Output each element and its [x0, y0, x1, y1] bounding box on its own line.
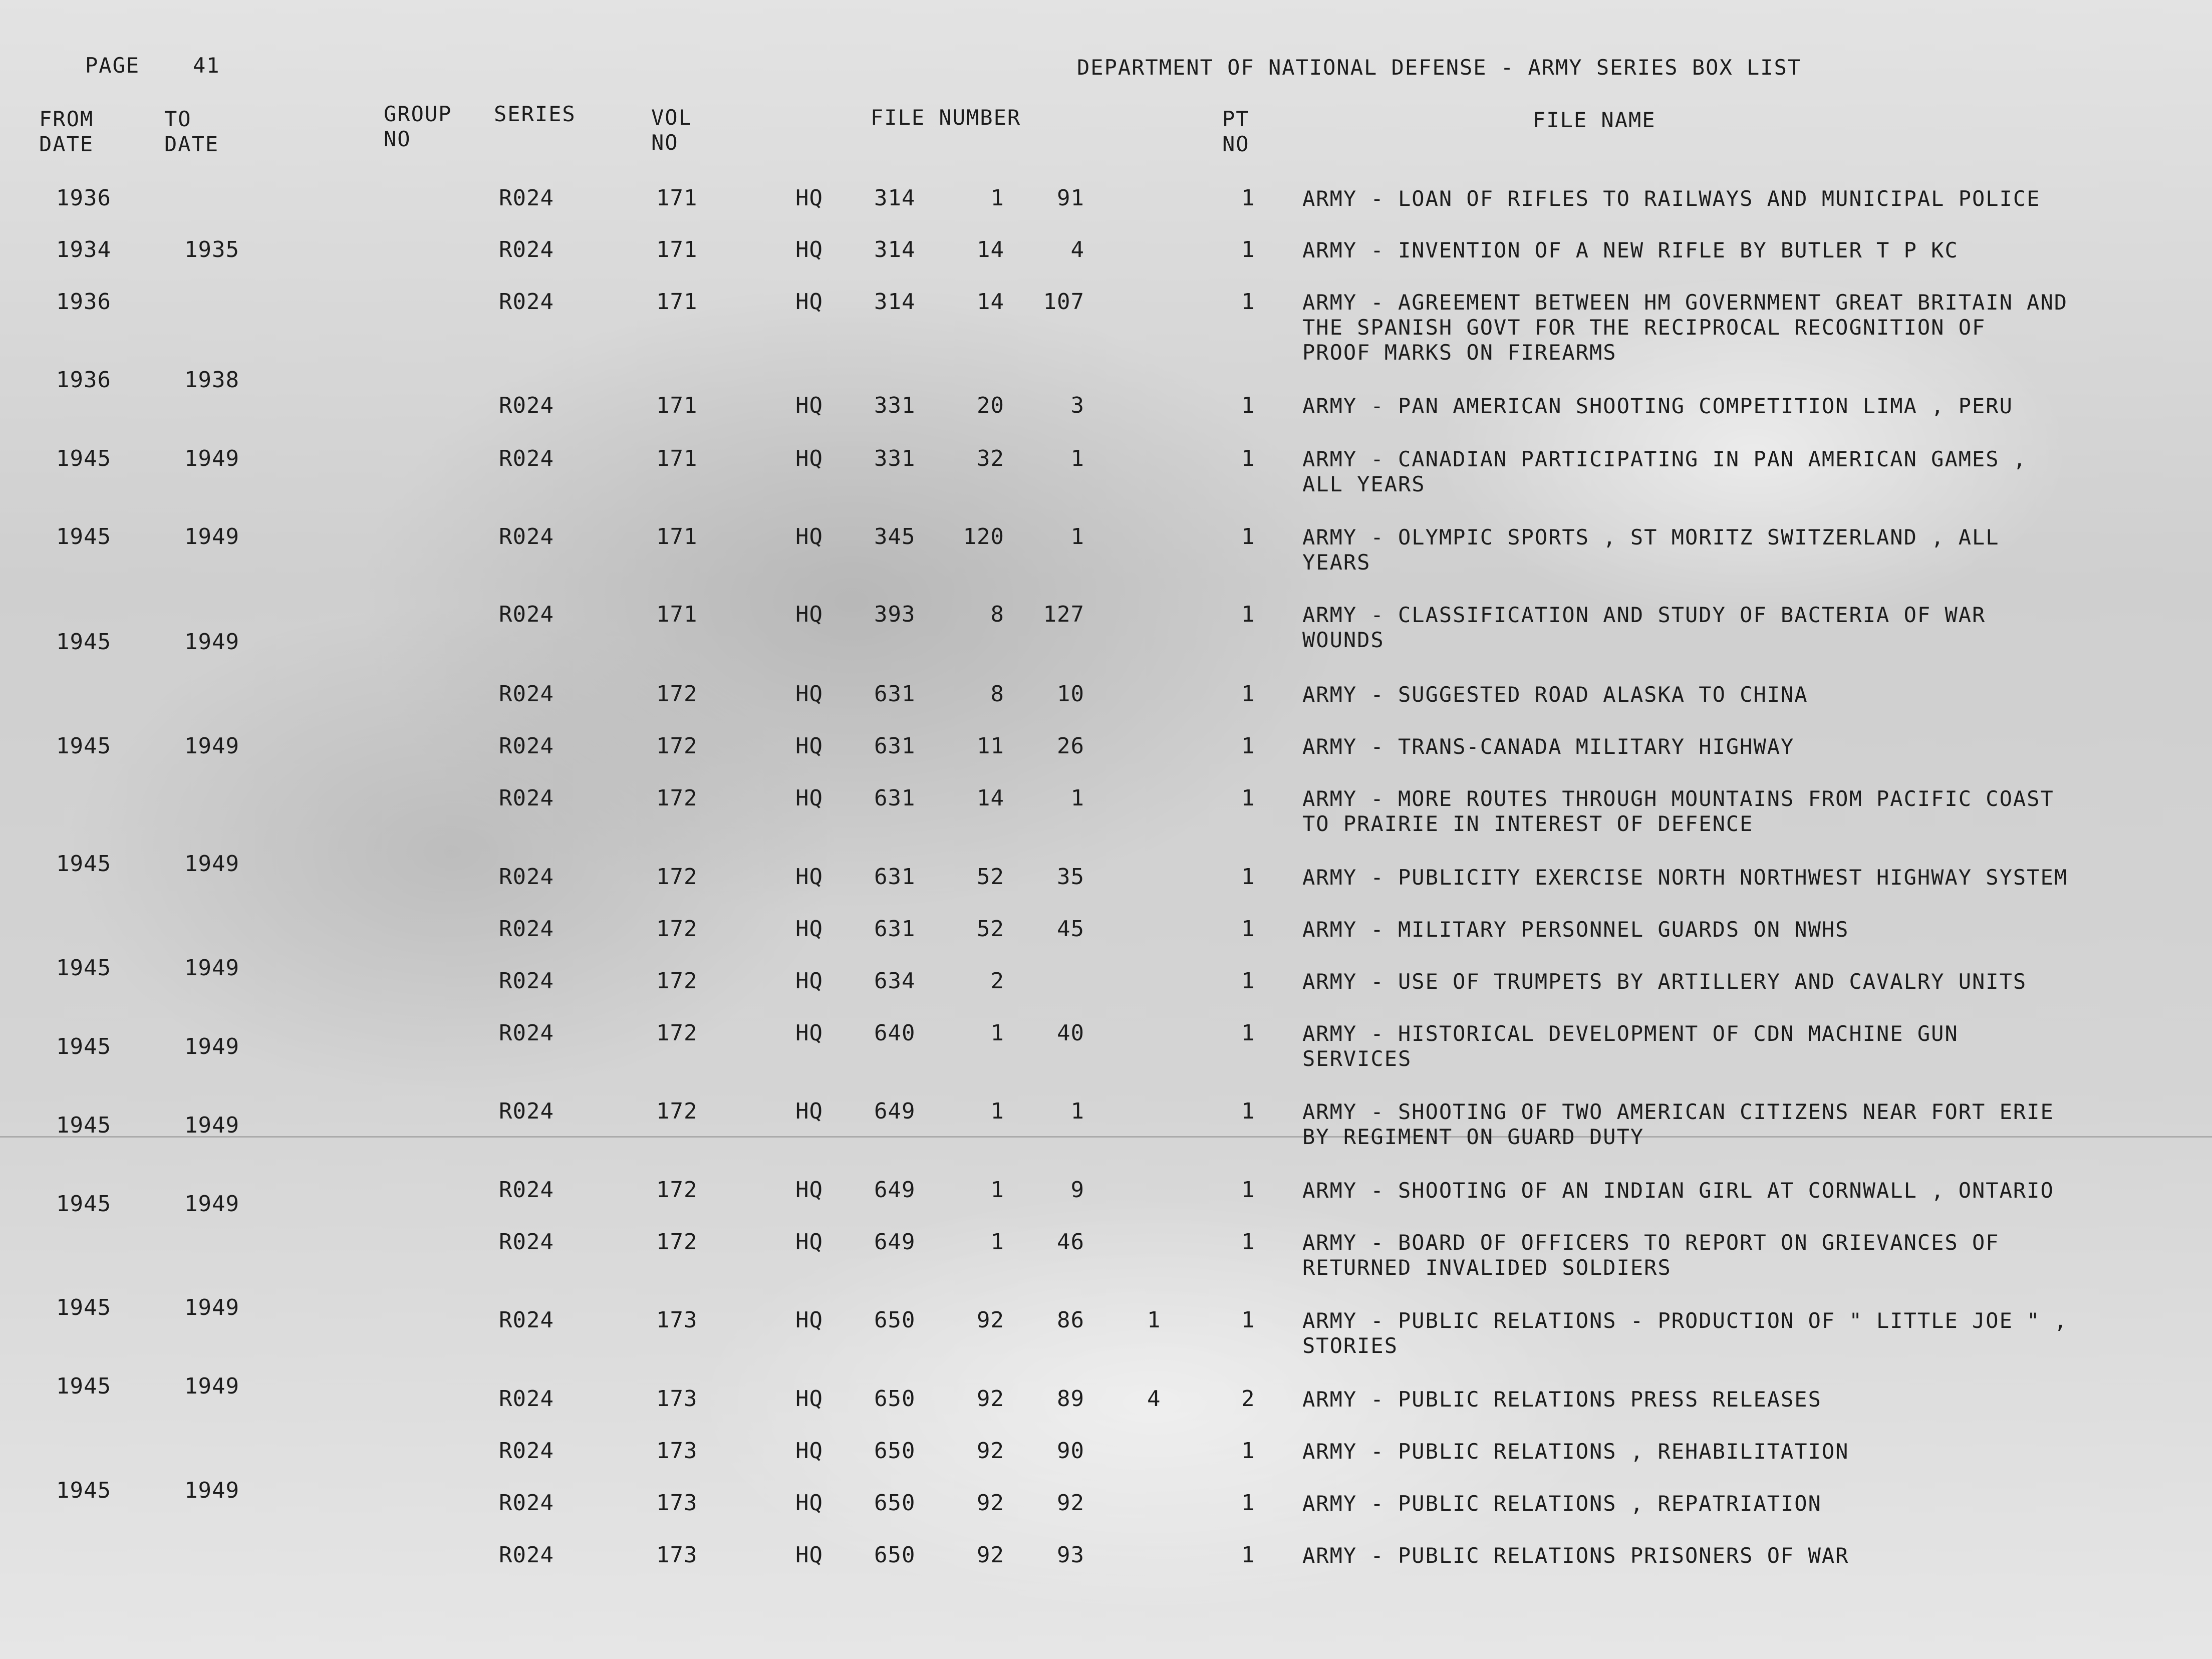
file-number-primary-cell: 345 — [874, 524, 916, 549]
part-number-cell: 1 — [1241, 785, 1255, 811]
file-number-secondary-cell: 120 — [963, 524, 1004, 549]
header-vol-no: VOL NO — [651, 105, 692, 155]
file-number-secondary-cell: 1 — [990, 1229, 1004, 1255]
file-prefix-cell: HQ — [795, 1386, 823, 1412]
file-name-cell: ARMY - AGREEMENT BETWEEN HM GOVERNMENT GREAT BRITAIN AND THE SPANISH GOVT FOR THE RECIPROCAL RECOGNITION OF PROOF MARKS ON FIREARMS — [1302, 290, 2068, 365]
file-prefix-cell: HQ — [795, 289, 823, 315]
from-date: 1945 — [56, 446, 111, 471]
file-name-cell: ARMY - INVENTION OF A NEW RIFLE BY BUTLER T P KC — [1302, 238, 1959, 262]
part-number-cell: 2 — [1241, 1386, 1255, 1412]
from-date: 1945 — [56, 1113, 111, 1138]
file-number-secondary-cell: 20 — [977, 393, 1004, 418]
from-date: 1945 — [56, 1295, 111, 1320]
file-number-primary-cell: 631 — [874, 785, 916, 811]
file-number-tertiary-cell: 9 — [1070, 1177, 1084, 1203]
part-number-cell: 1 — [1241, 1490, 1255, 1516]
header-to-date: TO DATE — [164, 107, 219, 156]
series-cell: R024 — [499, 1177, 554, 1203]
file-number-secondary-cell: 52 — [977, 864, 1004, 890]
series-cell: R024 — [499, 1098, 554, 1124]
volume-cell: 172 — [656, 916, 698, 942]
file-name-cell: ARMY - USE OF TRUMPETS BY ARTILLERY AND CAVALRY UNITS — [1302, 969, 2027, 994]
file-number-tertiary-cell: 1 — [1070, 524, 1084, 549]
file-number-primary-cell: 640 — [874, 1020, 916, 1046]
file-number-primary-cell: 331 — [874, 446, 916, 471]
series-cell: R024 — [499, 916, 554, 942]
part-number-cell: 1 — [1241, 1542, 1255, 1568]
file-prefix-cell: HQ — [795, 1438, 823, 1464]
volume-cell: 172 — [656, 968, 698, 994]
file-number-secondary-cell: 1 — [990, 1177, 1004, 1203]
series-cell: R024 — [499, 289, 554, 315]
part-number-cell: 1 — [1241, 1438, 1255, 1464]
series-cell: R024 — [499, 1307, 554, 1333]
header-group-no: GROUP NO — [384, 102, 452, 151]
part-number-cell: 1 — [1241, 916, 1255, 942]
file-name-cell: ARMY - BOARD OF OFFICERS TO REPORT ON GRIEVANCES OF RETURNED INVALIDED SOLDIERS — [1302, 1230, 2000, 1280]
series-cell: R024 — [499, 1386, 554, 1412]
part-number-cell: 1 — [1241, 733, 1255, 759]
series-cell: R024 — [499, 237, 554, 262]
series-cell: R024 — [499, 185, 554, 211]
file-name-cell: ARMY - MORE ROUTES THROUGH MOUNTAINS FROM PACIFIC COAST TO PRAIRIE IN INTEREST OF DEFENCE — [1302, 786, 2054, 836]
series-cell: R024 — [499, 602, 554, 627]
volume-cell: 173 — [656, 1386, 698, 1412]
file-name-cell: ARMY - PUBLIC RELATIONS , REHABILITATION — [1302, 1439, 1849, 1464]
file-name-cell: ARMY - MILITARY PERSONNEL GUARDS ON NWHS — [1302, 917, 1849, 942]
file-name-cell: ARMY - PUBLIC RELATIONS , REPATRIATION — [1302, 1491, 1822, 1516]
file-number-tertiary-cell: 90 — [1057, 1438, 1084, 1464]
file-number-secondary-cell: 11 — [977, 733, 1004, 759]
file-prefix-cell: HQ — [795, 602, 823, 627]
file-prefix-cell: HQ — [795, 1229, 823, 1255]
series-cell: R024 — [499, 785, 554, 811]
to-date: 1949 — [184, 1191, 239, 1217]
volume-cell: 172 — [656, 1229, 698, 1255]
file-name-cell: ARMY - TRANS-CANADA MILITARY HIGHWAY — [1302, 734, 1795, 759]
volume-cell: 173 — [656, 1438, 698, 1464]
part-number-cell: 1 — [1241, 681, 1255, 707]
to-date: 1949 — [184, 1478, 239, 1503]
file-number-tertiary-cell: 89 — [1057, 1386, 1084, 1412]
volume-cell: 172 — [656, 1177, 698, 1203]
file-number-primary-cell: 331 — [874, 393, 916, 418]
file-number-secondary-cell: 8 — [990, 681, 1004, 707]
from-date: 1945 — [56, 1373, 111, 1399]
from-date: 1934 — [56, 237, 111, 262]
volume-cell: 171 — [656, 393, 698, 418]
part-number-cell: 1 — [1241, 237, 1255, 262]
file-number-secondary-cell: 1 — [990, 185, 1004, 211]
file-prefix-cell: HQ — [795, 864, 823, 890]
file-number-tertiary-cell: 86 — [1057, 1307, 1084, 1333]
volume-cell: 171 — [656, 185, 698, 211]
volume-cell: 172 — [656, 681, 698, 707]
file-number-tertiary-cell: 26 — [1057, 733, 1084, 759]
file-prefix-cell: HQ — [795, 1020, 823, 1046]
file-name-cell: ARMY - SHOOTING OF TWO AMERICAN CITIZENS NEAR FORT ERIE BY REGIMENT ON GUARD DUTY — [1302, 1099, 2054, 1149]
file-number-secondary-cell: 92 — [977, 1438, 1004, 1464]
part-number-cell: 1 — [1241, 524, 1255, 549]
file-number-primary-cell: 393 — [874, 602, 916, 627]
series-cell: R024 — [499, 1438, 554, 1464]
file-prefix-cell: HQ — [795, 393, 823, 418]
file-number-primary-cell: 314 — [874, 289, 916, 315]
file-name-cell: ARMY - CLASSIFICATION AND STUDY OF BACTERIA OF WAR WOUNDS — [1302, 603, 1986, 652]
file-name-cell: ARMY - SHOOTING OF AN INDIAN GIRL AT CORNWALL , ONTARIO — [1302, 1178, 2054, 1203]
header-series: SERIES — [494, 102, 576, 126]
file-prefix-cell: HQ — [795, 237, 823, 262]
header-pt-no: PT NO — [1222, 107, 1250, 156]
from-date: 1945 — [56, 955, 111, 981]
file-prefix-cell: HQ — [795, 524, 823, 549]
file-subdivision-cell: 1 — [1147, 1307, 1161, 1333]
file-number-primary-cell: 631 — [874, 681, 916, 707]
to-date: 1938 — [184, 367, 239, 393]
file-number-tertiary-cell: 10 — [1057, 681, 1084, 707]
part-number-cell: 1 — [1241, 393, 1255, 418]
from-date: 1945 — [56, 1191, 111, 1217]
volume-cell: 173 — [656, 1307, 698, 1333]
volume-cell: 173 — [656, 1542, 698, 1568]
file-number-secondary-cell: 32 — [977, 446, 1004, 471]
series-cell: R024 — [499, 1229, 554, 1255]
file-number-primary-cell: 314 — [874, 237, 916, 262]
part-number-cell: 1 — [1241, 1020, 1255, 1046]
header-file-number: FILE NUMBER — [871, 105, 1021, 130]
file-number-secondary-cell: 14 — [977, 289, 1004, 315]
to-date: 1949 — [184, 629, 239, 655]
file-prefix-cell: HQ — [795, 446, 823, 471]
from-date: 1936 — [56, 367, 111, 393]
file-prefix-cell: HQ — [795, 1542, 823, 1568]
volume-cell: 171 — [656, 237, 698, 262]
part-number-cell: 1 — [1241, 289, 1255, 315]
file-number-primary-cell: 650 — [874, 1307, 916, 1333]
file-number-primary-cell: 650 — [874, 1386, 916, 1412]
header-from-date: FROM DATE — [39, 107, 94, 156]
to-date: 1949 — [184, 524, 239, 549]
file-number-primary-cell: 631 — [874, 864, 916, 890]
file-number-tertiary-cell: 1 — [1070, 446, 1084, 471]
file-number-secondary-cell: 92 — [977, 1307, 1004, 1333]
volume-cell: 171 — [656, 289, 698, 315]
series-cell: R024 — [499, 1490, 554, 1516]
part-number-cell: 1 — [1241, 1177, 1255, 1203]
file-number-secondary-cell: 92 — [977, 1542, 1004, 1568]
file-name-cell: ARMY - SUGGESTED ROAD ALASKA TO CHINA — [1302, 682, 1808, 707]
file-number-primary-cell: 649 — [874, 1229, 916, 1255]
file-prefix-cell: HQ — [795, 185, 823, 211]
file-number-tertiary-cell: 107 — [1043, 289, 1084, 315]
from-date: 1945 — [56, 1034, 111, 1059]
file-number-tertiary-cell: 35 — [1057, 864, 1084, 890]
volume-cell: 172 — [656, 864, 698, 890]
from-date: 1945 — [56, 733, 111, 759]
file-number-primary-cell: 631 — [874, 733, 916, 759]
file-prefix-cell: HQ — [795, 733, 823, 759]
file-number-primary-cell: 634 — [874, 968, 916, 994]
file-prefix-cell: HQ — [795, 681, 823, 707]
part-number-cell: 1 — [1241, 1307, 1255, 1333]
file-number-secondary-cell: 2 — [990, 968, 1004, 994]
part-number-cell: 1 — [1241, 185, 1255, 211]
series-cell: R024 — [499, 968, 554, 994]
file-number-secondary-cell: 14 — [977, 237, 1004, 262]
volume-cell: 172 — [656, 1098, 698, 1124]
page-number: 41 — [193, 53, 220, 78]
series-cell: R024 — [499, 681, 554, 707]
file-name-cell: ARMY - HISTORICAL DEVELOPMENT OF CDN MACHINE GUN SERVICES — [1302, 1021, 1959, 1071]
document-title: DEPARTMENT OF NATIONAL DEFENSE - ARMY SERIES BOX LIST — [1077, 55, 1802, 80]
file-number-tertiary-cell: 92 — [1057, 1490, 1084, 1516]
page-label: PAGE — [85, 53, 140, 78]
file-number-tertiary-cell: 45 — [1057, 916, 1084, 942]
part-number-cell: 1 — [1241, 446, 1255, 471]
file-name-cell: ARMY - CANADIAN PARTICIPATING IN PAN AMERICAN GAMES , ALL YEARS — [1302, 447, 2027, 496]
series-cell: R024 — [499, 524, 554, 549]
file-prefix-cell: HQ — [795, 1307, 823, 1333]
volume-cell: 172 — [656, 733, 698, 759]
file-number-tertiary-cell: 93 — [1057, 1542, 1084, 1568]
volume-cell: 171 — [656, 524, 698, 549]
file-number-tertiary-cell: 4 — [1070, 237, 1084, 262]
to-date: 1949 — [184, 851, 239, 877]
part-number-cell: 1 — [1241, 602, 1255, 627]
series-cell: R024 — [499, 733, 554, 759]
file-name-cell: ARMY - PUBLICITY EXERCISE NORTH NORTHWEST HIGHWAY SYSTEM — [1302, 865, 2068, 890]
file-number-tertiary-cell: 1 — [1070, 1098, 1084, 1124]
file-number-primary-cell: 650 — [874, 1438, 916, 1464]
to-date: 1949 — [184, 1113, 239, 1138]
file-name-cell: ARMY - PUBLIC RELATIONS PRISONERS OF WAR — [1302, 1543, 1849, 1568]
file-number-secondary-cell: 1 — [990, 1020, 1004, 1046]
file-prefix-cell: HQ — [795, 916, 823, 942]
volume-cell: 173 — [656, 1490, 698, 1516]
file-number-primary-cell: 314 — [874, 185, 916, 211]
from-date: 1936 — [56, 185, 111, 211]
from-date: 1945 — [56, 629, 111, 655]
file-number-primary-cell: 631 — [874, 916, 916, 942]
part-number-cell: 1 — [1241, 1098, 1255, 1124]
file-number-secondary-cell: 52 — [977, 916, 1004, 942]
part-number-cell: 1 — [1241, 864, 1255, 890]
file-prefix-cell: HQ — [795, 968, 823, 994]
volume-cell: 171 — [656, 446, 698, 471]
file-prefix-cell: HQ — [795, 1098, 823, 1124]
series-cell: R024 — [499, 1020, 554, 1046]
header-file-name: FILE NAME — [1533, 108, 1656, 132]
file-number-tertiary-cell: 127 — [1043, 602, 1084, 627]
from-date: 1936 — [56, 289, 111, 315]
from-date: 1945 — [56, 524, 111, 549]
from-date: 1945 — [56, 1478, 111, 1503]
file-number-tertiary-cell: 1 — [1070, 785, 1084, 811]
to-date: 1949 — [184, 1373, 239, 1399]
file-name-cell: ARMY - PUBLIC RELATIONS PRESS RELEASES — [1302, 1387, 1822, 1412]
file-number-primary-cell: 650 — [874, 1490, 916, 1516]
file-number-secondary-cell: 92 — [977, 1490, 1004, 1516]
to-date: 1949 — [184, 955, 239, 981]
file-subdivision-cell: 4 — [1147, 1386, 1161, 1412]
file-prefix-cell: HQ — [795, 1177, 823, 1203]
file-name-cell: ARMY - PAN AMERICAN SHOOTING COMPETITION LIMA , PERU — [1302, 394, 2013, 418]
file-number-tertiary-cell: 3 — [1070, 393, 1084, 418]
file-number-primary-cell: 650 — [874, 1542, 916, 1568]
file-name-cell: ARMY - PUBLIC RELATIONS - PRODUCTION OF " LITTLE JOE " , STORIES — [1302, 1308, 2068, 1358]
to-date: 1935 — [184, 237, 239, 262]
file-number-tertiary-cell: 46 — [1057, 1229, 1084, 1255]
to-date: 1949 — [184, 1295, 239, 1320]
series-cell: R024 — [499, 864, 554, 890]
file-number-secondary-cell: 92 — [977, 1386, 1004, 1412]
file-name-cell: ARMY - LOAN OF RIFLES TO RAILWAYS AND MUNICIPAL POLICE — [1302, 186, 2041, 211]
series-cell: R024 — [499, 446, 554, 471]
file-number-secondary-cell: 14 — [977, 785, 1004, 811]
series-cell: R024 — [499, 1542, 554, 1568]
volume-cell: 171 — [656, 602, 698, 627]
file-name-cell: ARMY - OLYMPIC SPORTS , ST MORITZ SWITZERLAND , ALL YEARS — [1302, 525, 2000, 575]
file-number-primary-cell: 649 — [874, 1177, 916, 1203]
volume-cell: 172 — [656, 785, 698, 811]
volume-cell: 172 — [656, 1020, 698, 1046]
series-cell: R024 — [499, 393, 554, 418]
to-date: 1949 — [184, 1034, 239, 1059]
file-prefix-cell: HQ — [795, 785, 823, 811]
to-date: 1949 — [184, 446, 239, 471]
part-number-cell: 1 — [1241, 968, 1255, 994]
part-number-cell: 1 — [1241, 1229, 1255, 1255]
file-number-tertiary-cell: 40 — [1057, 1020, 1084, 1046]
file-number-secondary-cell: 8 — [990, 602, 1004, 627]
file-number-secondary-cell: 1 — [990, 1098, 1004, 1124]
file-prefix-cell: HQ — [795, 1490, 823, 1516]
file-number-tertiary-cell: 91 — [1057, 185, 1084, 211]
file-number-primary-cell: 649 — [874, 1098, 916, 1124]
to-date: 1949 — [184, 733, 239, 759]
from-date: 1945 — [56, 851, 111, 877]
